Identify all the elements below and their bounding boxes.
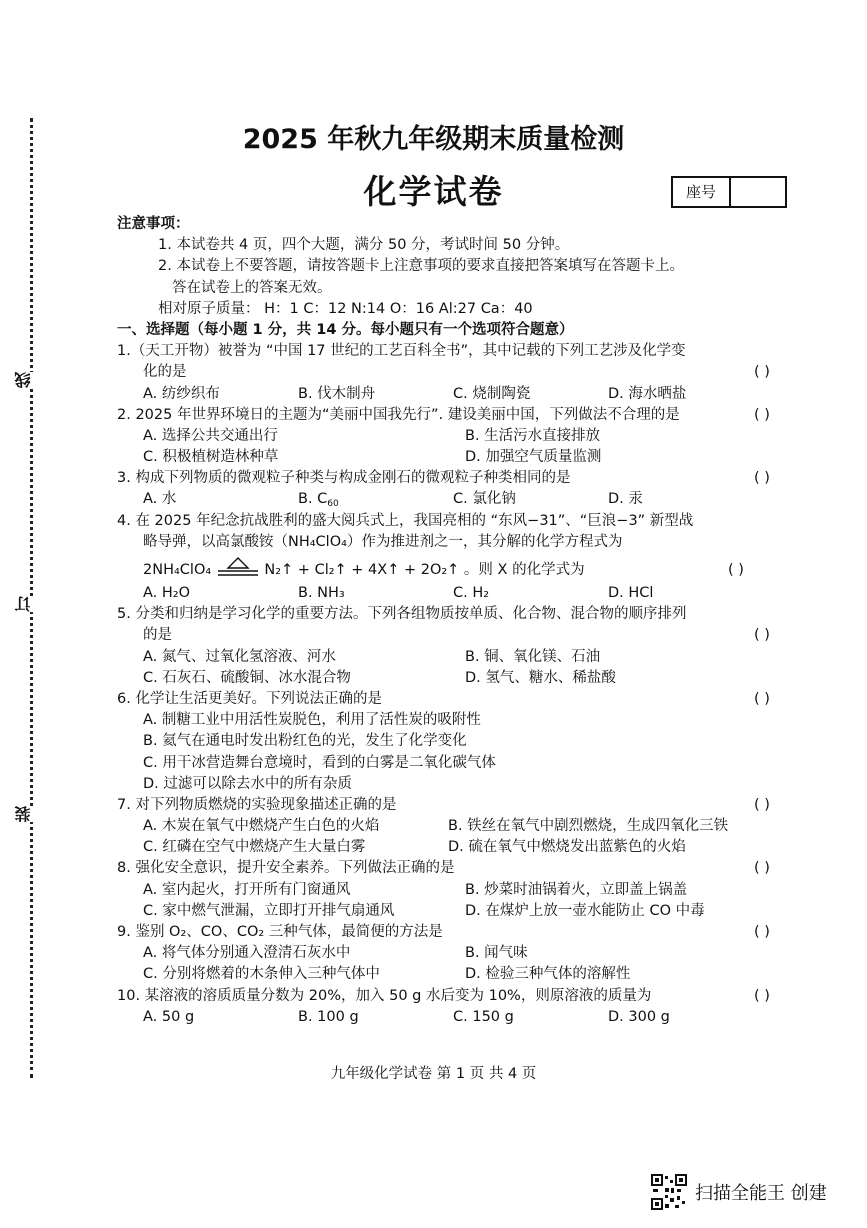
option-b: B. 炒菜时油锅着火，立即盖上锅盖 <box>465 881 688 898</box>
option-b-text: B. C <box>298 491 328 508</box>
option-b: B. 生活污水直接排放 <box>465 427 601 444</box>
question-7-options-ab <box>117 816 787 837</box>
page-footer: 九年级化学试卷 第 1 页 共 4 页 <box>330 1066 537 1082</box>
option-b: B. 铜、氧化镁、石油 <box>465 648 601 665</box>
question-3-line-1 <box>117 468 787 489</box>
question-8-stem: 8. 强化安全意识，提升安全素养。下列做法正确的是 <box>117 860 455 877</box>
option-d: D. 汞 <box>608 491 643 508</box>
option-b: B. 100 g <box>298 1008 359 1025</box>
option-a: A. 水 <box>143 491 177 508</box>
question-5-line-1: 5. 分类和归纳是学习化学的重要方法。下列各组物质按单质、化合物、混合物的顺序排列 <box>117 606 687 623</box>
seat-number-box <box>671 176 787 208</box>
note-2-continued: 答在试卷上的答案无效。 <box>172 279 332 296</box>
binding-label-bind: 订 <box>12 596 48 612</box>
question-4-options <box>117 583 787 604</box>
option-d: D. 氢气、糖水、稀盐酸 <box>465 669 616 686</box>
option-c: C. 氯化钠 <box>453 491 516 508</box>
option-c: C. 150 g <box>453 1008 514 1025</box>
question-1-stem-end: 化的是 <box>143 364 187 381</box>
option-a: A. H₂O <box>143 585 191 601</box>
option-a: A. 木炭在氧气中燃烧产生白色的火焰 <box>143 818 380 835</box>
heat-triangle-icon <box>216 556 260 578</box>
question-8-options-ab <box>117 880 787 901</box>
question-2-stem: 2. 2025 年世界环境日的主题为“美丽中国我先行”. 建设美丽中国，下列做法不合理的是 <box>117 406 680 423</box>
answer-paren: ( ) <box>754 987 770 1004</box>
subject-title: 化学试卷 <box>363 172 504 211</box>
question-5-stem-end: 的是 <box>143 627 172 644</box>
option-b-subscript: 60 <box>327 499 339 510</box>
option-a: A. 将气体分别通入澄清石灰水中 <box>143 945 351 962</box>
option-d: D. 检验三种气体的溶解性 <box>465 966 631 983</box>
option-d: D. 硫在氧气中燃烧发出蓝紫色的火焰 <box>448 839 686 856</box>
question-9-line-1 <box>117 922 787 943</box>
option-c: C. 烧制陶瓷 <box>453 385 531 402</box>
answer-paren: ( ) <box>728 562 744 578</box>
binding-label-install: 装 <box>12 806 48 822</box>
option-b: B. 氦气在通电时发出粉红色的光，发生了化学变化 <box>143 733 467 750</box>
option-c: C. 用干冰营造舞台意境时，看到的白雾是二氧化碳气体 <box>143 754 496 771</box>
atomic-mass-note: 相对原子质量： H：1 C：12 N:14 O：16 Al:27 Ca：40 <box>158 300 533 317</box>
equation-reactant: 2NH₄ClO₄ <box>143 562 212 578</box>
option-d: D. 300 g <box>608 1008 670 1025</box>
option-a: A. 制糖工业中用活性炭脱色，利用了活性炭的吸附性 <box>143 712 481 729</box>
question-9-stem: 9. 鉴别 O₂、CO、CO₂ 三种气体，最简便的方法是 <box>117 924 443 940</box>
scanner-watermark-text: 扫描全能王 创建 <box>695 1183 827 1204</box>
question-4-equation <box>143 553 787 583</box>
equation-products: N₂↑ + Cl₂↑ + 4X↑ + 2O₂↑ 。则 X 的化学式为 <box>264 562 585 578</box>
notes-heading: 注意事项： <box>117 216 190 232</box>
question-5-options-cd <box>117 668 787 689</box>
question-4-line-1: 4. 在 2025 年纪念抗战胜利的盛大阅兵式上，我国亮相的 “东风−31”、“巨浪−3” 新型战 <box>117 512 694 529</box>
answer-paren: ( ) <box>754 364 770 381</box>
note-1: 1. 本试卷共 4 页，四个大题，满分 50 分，考试时间 50 分钟。 <box>158 237 570 254</box>
question-6-line-1 <box>117 689 787 710</box>
exam-title: 2025 年秋九年级期末质量检测 <box>242 124 625 155</box>
option-d: D. 过滤可以除去水中的所有杂质 <box>143 775 352 792</box>
option-a: A. 50 g <box>143 1008 195 1025</box>
question-3-stem: 3. 构成下列物质的微观粒子种类与构成金刚石的微观粒子种类相同的是 <box>117 470 571 487</box>
question-8-line-1 <box>117 858 787 879</box>
option-c: C. 红磷在空气中燃烧产生大量白雾 <box>143 839 366 856</box>
option-a: A. 纺纱织布 <box>143 385 220 402</box>
question-10-stem: 10. 某溶液的溶质质量分数为 20%，加入 50 g 水后变为 10%，则原溶液的质量为 <box>117 987 652 1004</box>
option-a: A. 氮气、过氧化氢溶液、河水 <box>143 648 336 665</box>
question-4-line-2: 略导弹，以高氯酸铵（NH₄ClO₄）作为推进剂之一，其分解的化学方程式为 <box>143 533 623 550</box>
seat-number-blank <box>731 178 785 206</box>
question-2-options-cd <box>117 447 787 468</box>
question-9-options-ab <box>117 943 787 964</box>
option-d: D. HCl <box>608 585 654 601</box>
section-1-heading: 一、选择题（每小题 1 分，共 14 分。每小题只有一个选项符合题意） <box>117 321 574 338</box>
answer-paren: ( ) <box>754 470 770 487</box>
option-d: D. 加强空气质量监测 <box>465 449 602 466</box>
answer-paren: ( ) <box>754 406 770 423</box>
option-a: A. 选择公共交通出行 <box>143 427 278 444</box>
option-d: D. 在煤炉上放一壶水能防止 CO 中毒 <box>465 902 705 919</box>
question-5-options-ab <box>117 647 787 668</box>
seat-label: 座号 <box>673 178 731 206</box>
option-c: C. 家中燃气泄漏，立即打开排气扇通风 <box>143 902 395 919</box>
question-2-options-ab <box>117 426 787 447</box>
option-b: B. 闻气味 <box>465 945 528 962</box>
option-c: C. H₂ <box>453 585 490 601</box>
note-2: 2. 本试卷上不要答题，请按答题卡上注意事项的要求直接把答案填写在答题卡上。 <box>158 258 684 275</box>
question-7-stem: 7. 对下列物质燃烧的实验现象描述正确的是 <box>117 796 397 813</box>
question-5-line-2 <box>117 625 787 646</box>
answer-paren: ( ) <box>754 690 770 707</box>
question-1-line-1: 1.（天工开物）被誉为 “中国 17 世纪的工艺百科全书”，其中记载的下列工艺涉及化学变 <box>117 343 686 360</box>
question-8-options-cd <box>117 901 787 922</box>
scanner-watermark <box>651 1174 827 1210</box>
exam-content <box>117 214 787 1028</box>
answer-paren: ( ) <box>754 860 770 877</box>
option-c: C. 积极植树造林种草 <box>143 449 279 466</box>
option-b <box>298 489 453 510</box>
question-7-options-cd <box>117 837 787 858</box>
answer-paren: ( ) <box>754 796 770 813</box>
option-b: B. 铁丝在氧气中剧烈燃烧，生成四氧化三铁 <box>448 818 729 835</box>
question-1-line-2 <box>117 362 787 383</box>
option-a: A. 室内起火，打开所有门窗通风 <box>143 881 351 898</box>
qr-code-icon <box>651 1174 687 1210</box>
question-9-options-cd <box>117 964 787 985</box>
question-10-line-1 <box>117 986 787 1007</box>
answer-paren: ( ) <box>754 627 770 644</box>
option-b: B. 伐木制舟 <box>298 385 376 402</box>
binding-label-line: 线 <box>12 372 48 388</box>
question-3-options <box>117 489 787 510</box>
question-1-options <box>117 384 787 405</box>
option-b: B. NH₃ <box>298 585 345 601</box>
option-d: D. 海水晒盐 <box>608 385 687 402</box>
question-6-stem: 6. 化学让生活更美好。下列说法正确的是 <box>117 690 382 707</box>
question-2-line-1 <box>117 405 787 426</box>
question-7-line-1 <box>117 795 787 816</box>
question-10-options <box>117 1007 787 1028</box>
option-c: C. 分别将燃着的木条伸入三种气体中 <box>143 966 380 983</box>
option-c: C. 石灰石、硫酸铜、冰水混合物 <box>143 669 351 686</box>
answer-paren: ( ) <box>754 924 770 940</box>
